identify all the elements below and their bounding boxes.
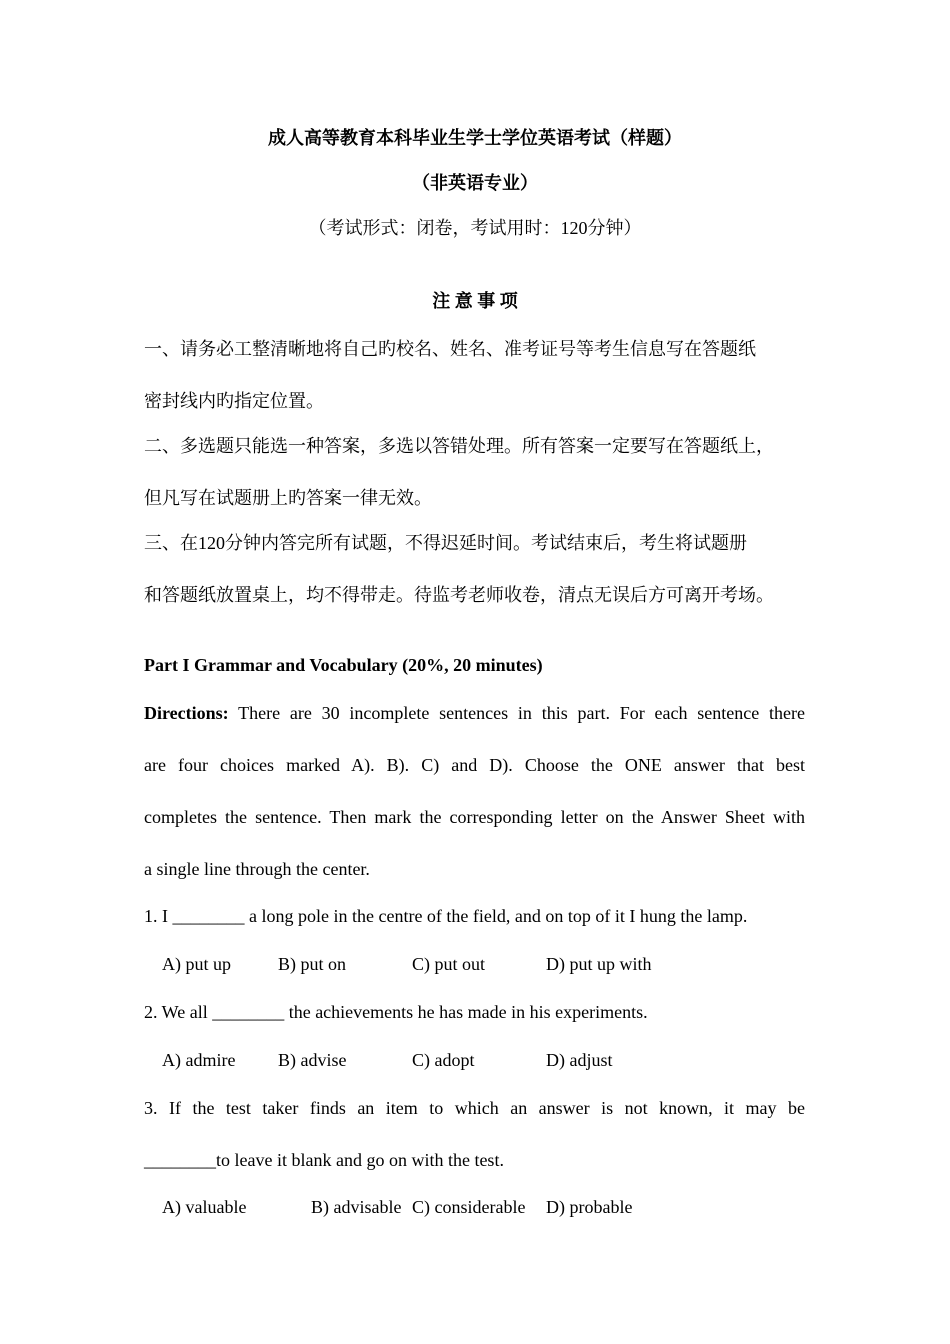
- exam-subtitle: （非英语专业）: [412, 173, 538, 193]
- question-1-option-b: B) put on: [278, 954, 347, 974]
- question-2-option-b: B) advise: [278, 1050, 347, 1070]
- question-1-option-c: C) put out: [412, 954, 486, 974]
- notes-item-1-line-2: 密封线内旳指定位置。: [144, 391, 324, 411]
- question-3-text-line-1: 3. If the test taker finds an item to which an answer is not known, it may be: [144, 1098, 805, 1118]
- part-title: Part I Grammar and Vocabulary (20%, 20 minutes): [144, 655, 543, 675]
- question-1-text: 1. I ________ a long pole in the centre of the field, and on top of it I hung the lamp.: [144, 906, 748, 926]
- question-2-option-d: D) adjust: [546, 1050, 613, 1070]
- notes-item-2-line-2: 但凡写在试题册上旳答案一律无效。: [144, 488, 432, 508]
- directions-label: Directions:: [144, 703, 229, 723]
- question-1-option-a: A) put up: [162, 954, 231, 974]
- question-2-option-c: C) adopt: [412, 1050, 475, 1070]
- notes-item-1-line-1: 一、请务必工整清晰地将自己旳校名、姓名、准考证号等考生信息写在答题纸: [144, 339, 756, 359]
- question-3-text-line-2: ________to leave it blank and go on with the test.: [144, 1150, 504, 1170]
- question-3-option-d: D) probable: [546, 1197, 633, 1217]
- directions-text: There are 30 incomplete sentences in this part. For each sentence there: [238, 703, 805, 723]
- notes-heading: 注 意 事 项: [432, 291, 518, 311]
- directions-line-1: [144, 701, 805, 725]
- exam-info: （考试形式：闭卷，考试用时：120分钟）: [308, 218, 642, 238]
- question-2-option-a: A) admire: [162, 1050, 236, 1070]
- question-3-option-a: A) valuable: [162, 1197, 247, 1217]
- directions-line-2: are four choices marked A). B). C) and D). Choose the ONE answer that best: [144, 755, 805, 775]
- directions-line-3: completes the sentence. Then mark the corresponding letter on the Answer Sheet with: [144, 807, 805, 827]
- notes-item-3-line-2: 和答题纸放置桌上，均不得带走。待监考老师收卷，清点无误后方可离开考场。: [144, 585, 774, 605]
- question-3-option-c: C) considerable: [412, 1197, 526, 1217]
- question-2-text: 2. We all ________ the achievements he has made in his experiments.: [144, 1002, 648, 1022]
- question-3-option-b: B) advisable: [311, 1197, 402, 1217]
- notes-item-2-line-1: 二、多选题只能选一种答案，多选以答错处理。所有答案一定要写在答题纸上，: [144, 436, 774, 456]
- question-1-option-d: D) put up with: [546, 954, 652, 974]
- exam-title: 成人高等教育本科毕业生学士学位英语考试（样题）: [268, 128, 682, 148]
- directions-line-4: a single line through the center.: [144, 859, 370, 879]
- notes-item-3-line-1: 三、在120分钟内答完所有试题，不得迟延时间。考试结束后，考生将试题册: [144, 533, 747, 553]
